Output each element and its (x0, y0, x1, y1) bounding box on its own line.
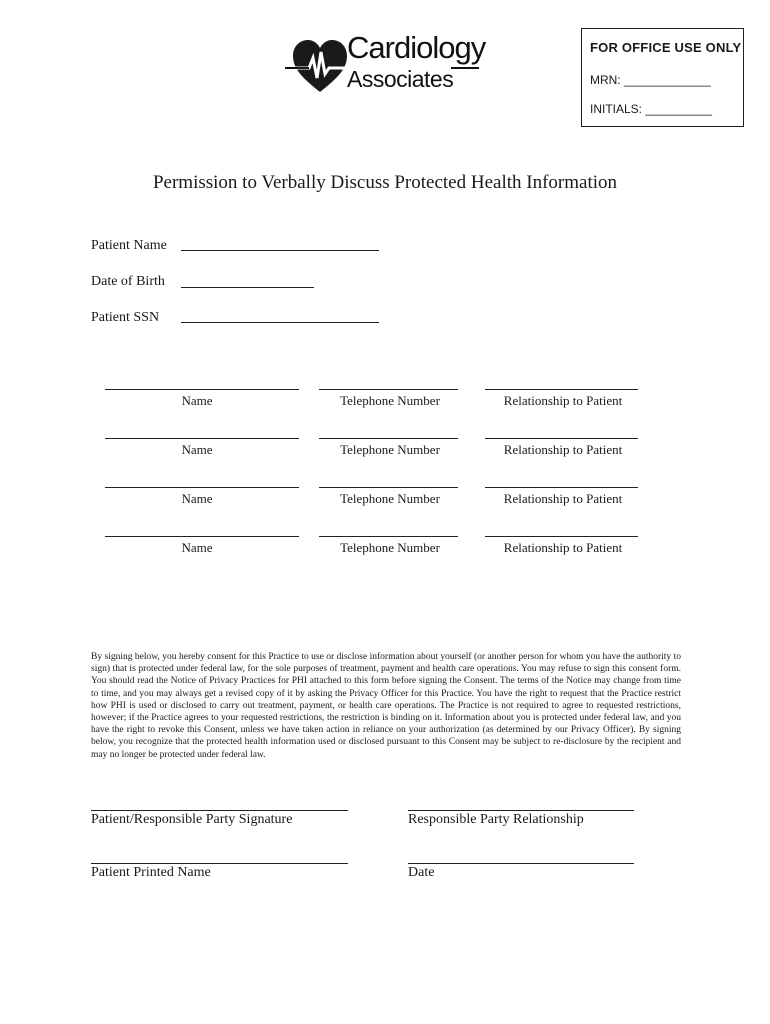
contact-telephone-input[interactable] (319, 438, 458, 439)
contact-telephone-label: Telephone Number (340, 393, 440, 408)
contact-relationship-label: Relationship to Patient (503, 540, 623, 555)
logo-line-right (451, 67, 479, 69)
contact-name-input[interactable] (105, 487, 299, 488)
consent-paragraph: By signing below, you hereby consent for this Practice to use or disclose information about yourself (or another person for whom you have the authority to sign) that is protected under federal law, for the sole purposes of treatment, payment and health care operations. You may refuse to sign this consent form. You should read the Notice of Privacy Practices for PHI attached to this form before signing the Consent. The terms of the Notice may change from time to time, and you may always get a revised copy of it by asking the Privacy Officer for this Practice. You have the right to request that the Practice restrict how PHI is used or disclosed to carry out treatment, payment, or health care operations. The Practice is not required to agree to requested restrictions, however; if the Practice agrees to your requested restrictions, the restriction is binding on it. Information about you is protected under federal law, and you have the right to revoke this Consent, unless we have taken action in reliance on your authorization (as determined by our Privacy Officer). By signing below, you recognize that the protected health information used or disclosed pursuant to this Consent may be subject to re-disclosure by the recipient and may no longer be protected under federal law. (91, 652, 681, 760)
contact-relationship-label: Relationship to Patient (503, 491, 623, 506)
contact-name-input[interactable] (105, 389, 299, 390)
signature-label: Patient/Responsible Party Signature (91, 812, 293, 827)
contact-telephone-label: Telephone Number (340, 442, 440, 457)
contact-relationship-label: Relationship to Patient (503, 442, 623, 457)
initials-field[interactable]: INITIALS: __________ (590, 102, 713, 116)
office-use-title: FOR OFFICE USE ONLY (590, 40, 742, 55)
patient-ssn-input[interactable] (181, 322, 379, 323)
logo-name-line1: Cardiology (347, 30, 486, 65)
relationship-line[interactable] (408, 810, 634, 811)
contact-relationship-label: Relationship to Patient (503, 393, 623, 408)
contact-relationship-input[interactable] (485, 536, 638, 537)
date-of-birth-input[interactable] (181, 287, 314, 288)
date-line[interactable] (408, 863, 634, 864)
signature-line[interactable] (91, 810, 348, 811)
contact-name-label: Name (181, 393, 213, 408)
contact-relationship-input[interactable] (485, 438, 638, 439)
contact-telephone-label: Telephone Number (340, 540, 440, 555)
practice-logo (285, 30, 485, 100)
contact-telephone-input[interactable] (319, 536, 458, 537)
contact-name-label: Name (181, 540, 213, 555)
form-title: Permission to Verbally Discuss Protected Health Information (152, 172, 617, 193)
printed-name-line[interactable] (91, 863, 348, 864)
contact-relationship-input[interactable] (485, 389, 638, 390)
contact-telephone-input[interactable] (319, 487, 458, 488)
contact-name-label: Name (181, 491, 213, 506)
date-label: Date (408, 865, 435, 880)
contact-name-label: Name (181, 442, 213, 457)
mrn-field[interactable]: MRN: _____________ (590, 73, 711, 87)
logo-name-line2: Associates (347, 66, 454, 92)
contact-name-input[interactable] (105, 536, 299, 537)
contact-name-input[interactable] (105, 438, 299, 439)
patient-name-label: Patient Name (91, 238, 167, 253)
patient-ssn-label: Patient SSN (91, 310, 160, 325)
contact-telephone-input[interactable] (319, 389, 458, 390)
contact-telephone-label: Telephone Number (340, 491, 440, 506)
date-of-birth-label: Date of Birth (91, 274, 165, 289)
heart-logo-icon (285, 34, 355, 96)
logo-line-left (287, 67, 297, 69)
printed-name-label: Patient Printed Name (91, 865, 211, 880)
office-use-box (581, 28, 744, 127)
relationship-label: Responsible Party Relationship (408, 812, 584, 827)
patient-name-input[interactable] (181, 250, 379, 251)
contact-relationship-input[interactable] (485, 487, 638, 488)
